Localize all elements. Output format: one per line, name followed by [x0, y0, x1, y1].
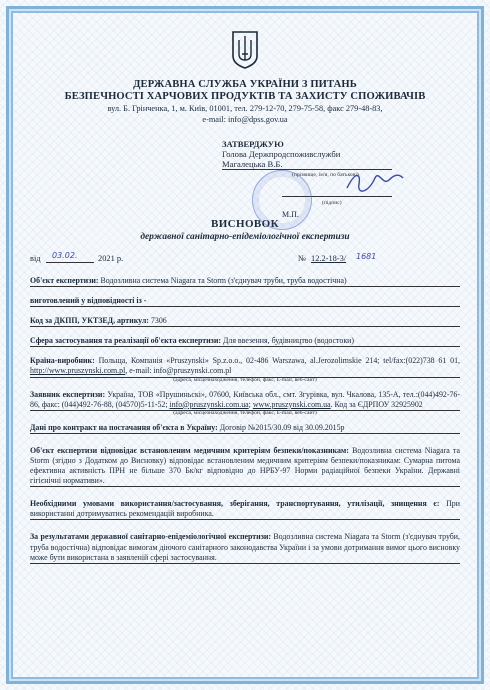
agency-line-2: БЕЗПЕЧНОСТІ ХАРЧОВИХ ПРОДУКТІВ ТА ЗАХИСТУ СПОЖИВАЧІВ	[64, 91, 426, 102]
document-subtitle: державної санітарно-епідеміологічної експертизи	[140, 232, 350, 242]
country-field	[30, 356, 460, 377]
country-label: Країна-виробник:	[30, 356, 95, 366]
signature-icon	[345, 168, 405, 194]
country-value: Польща, Компанія «Pruszynski» Sp.z.o.o., 02-486 Warszawa, al.Jerozolimskie 214; tel/fax:(022)738 61 01,	[98, 356, 460, 366]
contract-field	[30, 423, 460, 434]
number-label: №	[298, 254, 306, 263]
approval-label: ЗАТВЕРДЖУЮ	[222, 139, 284, 149]
applicant-website-link[interactable]: www.pruszynski.com.ua	[252, 399, 331, 409]
date-prefix: від	[30, 254, 41, 263]
agency-line-1: ДЕРЖАВНА СЛУЖБА УКРАЇНИ З ПИТАНЬ	[133, 79, 357, 90]
approval-name: Магалецька В.Б.	[222, 159, 283, 169]
contract-value: Договір №2015/30.09 від 30.09.2015р	[219, 422, 345, 432]
document-content	[30, 30, 460, 564]
applicant-field: Заявник експертизи: Україна, ТОВ «Прушиньскі», 07600, Київська обл., смт. Згурівка, вул. Чкалова, 135-А, тел.:(044)492-76-86, факс: (044)492-76-88, (04570)5-11-52; info@pruszynski.com.ua; www.pruszynski.com.ua. Код за ЄДРПОУ 32925902	[30, 390, 460, 411]
coat-of-arms-icon	[231, 30, 259, 70]
date-number-row	[30, 251, 460, 270]
approval-position: Голова Держпродспоживслужби	[222, 149, 341, 159]
object-value: Водозливна система Niagara та Storm (з'єднувач труби, труба водостічна)	[100, 276, 347, 285]
criteria-value: Водозливна система Niagara та Storm (згідно з Додатком до Висновку) відповідає встановленим медичним критеріям безпеки/показникам: Сумарна питома ефективна активність ПРН не більше 370 Бк/кг відповідно до НРБУ-97 Норми радіаційної безпеки України. Державні гігієнічні нормативи».	[30, 445, 460, 486]
conditions-field	[30, 499, 460, 520]
conditions-label: Необхідними умовами використання/застосування, зберігання, транспортування, утилізації, знищення є:	[30, 499, 440, 509]
code-label: Код за ДКПП, УКТЗЕД, артикул:	[30, 316, 149, 326]
object-label: Об'єкт експертизи:	[30, 276, 99, 285]
code-field	[30, 316, 460, 327]
applicant-email-link[interactable]: info@pruszynski.com.ua	[169, 399, 249, 409]
results-label: За результатами державної санітарно-епідеміологічної експертизи:	[30, 532, 272, 542]
conditions-value: При використанні дотримуватись рекомендацій виробника.	[30, 499, 460, 519]
results-value: Водозливна система Niagara та Storm (з'єднувач труби, труба водостічна) відповідає вимогам діючого санітарного законодавства України і за умови дотримання вимог цього висновку може бути використана в заявленій сфері застосування.	[30, 532, 460, 562]
number-printed: 12.2-18-3/	[311, 254, 347, 263]
applicant-edrpou: . Код за ЄДРПОУ 32925902	[330, 399, 423, 409]
scope-label: Сфера застосування та реалізації об'єкта експертизи:	[30, 336, 222, 346]
manufacturer-email: , e-mail: info@pruszynski.com.pl	[125, 366, 232, 376]
approval-name-caption: (прізвище, ім'я, по батькові)	[292, 172, 359, 178]
produced-label: виготовлений у відповідності із -	[30, 296, 147, 306]
code-value: 7306	[150, 316, 167, 326]
number-handwritten: 1681	[356, 252, 377, 261]
applicant-label: Заявник експертизи:	[30, 389, 106, 399]
seal-mark: М.П.	[282, 210, 299, 219]
results-field	[30, 532, 460, 563]
signature-caption: (підпис)	[322, 200, 342, 206]
date-handwritten: 03.02.	[52, 251, 78, 260]
contract-label: Дані про контракт на постачання об'єкта в Україну:	[30, 422, 218, 432]
applicant-value: Україна, ТОВ «Прушиньскі», 07600, Київська обл., смт. Згурівка, вул. Чкалова, 135-А, тел.:(044)492-76-86, факс: (044)492-76-88, (04570)5-11-52;	[30, 389, 460, 409]
official-stamp-icon	[252, 170, 312, 230]
agency-email: e-mail: info@dpss.gov.ua	[202, 115, 288, 124]
agency-address: вул. Б. Грінченка, 1, м. Київ, 01001, тел. 279-12-70, 279-75-58, факс 279-48-83,	[107, 104, 383, 113]
date-year: 2021 р.	[98, 254, 124, 263]
criteria-field	[30, 446, 460, 487]
applicant-caption: (адреса, місцезнаходження, телефон, факс, E-mail, веб-сайт)	[173, 409, 317, 416]
produced-field	[30, 296, 460, 307]
manufacturer-website-link[interactable]: http://www.pruszynski.com.pl	[30, 366, 126, 376]
document-title: ВИСНОВОК	[210, 218, 280, 230]
criteria-label: Об'єкт експертизи відповідає встановленим медичним критеріям безпеки/показникам:	[30, 445, 349, 455]
country-caption: (адреса, місцезнаходження, телефон, факс, E-mail, веб-сайт)	[173, 376, 317, 383]
scope-value: Для ввезення, будівництво (водостоки)	[223, 336, 355, 346]
object-field	[30, 276, 460, 287]
scope-field	[30, 336, 460, 347]
agency-name	[30, 79, 460, 103]
